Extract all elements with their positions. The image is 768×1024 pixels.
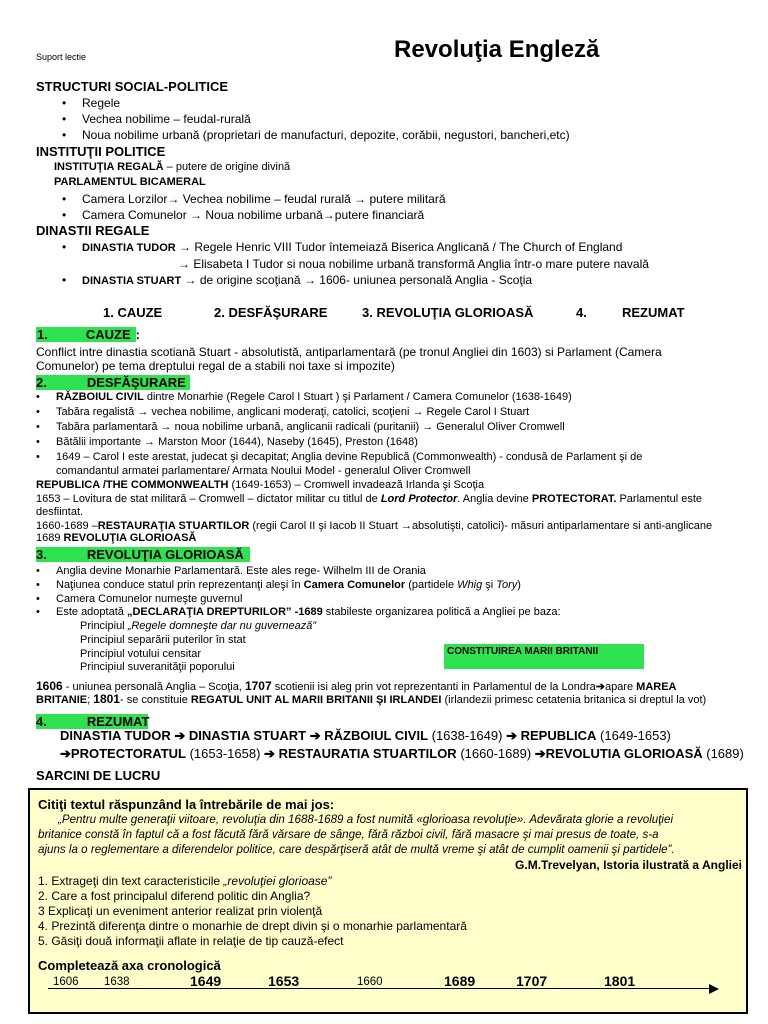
list-item: • 1649 – Carol I este arestat, judecat şi decapitat; Anglia devine Republică (Commonwealth) - condusă de Parlament şi de <box>56 451 642 463</box>
list-item: • Camera Comunelor → Noua nobilime urbană→putere financiară <box>82 208 424 222</box>
timeline-year: 1638 <box>104 976 130 988</box>
quote-line-1: „Pentru multe generaţii viitoare, revoluţia din 1688-1689 a fost numită «glorioasa revoluţie». Adevărata glorie a revoluţiei <box>58 813 674 826</box>
section-3-heading: 3. REVOLUŢIA GLORIOASĂ <box>36 547 250 562</box>
tab-rezumat: REZUMAT <box>622 305 685 320</box>
revolutia-line: 1689 REVOLUŢIA GLORIOASĂ <box>36 532 197 544</box>
institutia-regala: INSTITUŢIA REGALĂ – putere de origine divină <box>54 161 291 173</box>
cauze-text-2: Comunelor) pe tema dreptului regal de a stabili noi taxe si impozite) <box>36 359 395 373</box>
principiu-2: Principiul separării puterilor în stat <box>80 634 246 646</box>
timeline-year: 1653 <box>268 973 300 989</box>
quote-source: G.M.Trevelyan, Istoria ilustrată a Angliei <box>515 858 742 872</box>
question-2: 2. Care a fost principalul diferend politic din Anglia? <box>38 889 311 903</box>
sarcini-heading: SARCINI DE LUCRU <box>36 768 161 783</box>
timeline-year: 1660 <box>357 976 383 988</box>
tab-cauze: 1. CAUZE <box>103 305 163 320</box>
list-item: • RĂZBOIUL CIVIL dintre Monarhie (Regele Carol I Stuart ) şi Parlament / Camera Comunelor (1638-1649) <box>56 391 572 403</box>
section-heading-institutii: INSTITUŢII POLITICE <box>36 144 166 159</box>
tab-desfasurare: 2. DESFĂŞURARE <box>214 305 328 320</box>
principiu-3: Principiul votului censitar <box>80 648 202 660</box>
list-item: • Camera Comunelor numeşte guvernul <box>56 593 242 605</box>
section-2-heading: 2. DESFĂŞURARE <box>36 375 190 390</box>
dinastia-stuart: • DINASTIA STUART → de origine scoţiană → 1606- uniunea personală Anglia - Scoţia <box>82 273 532 287</box>
constituirea-box: CONSTITUIREA MARII BRITANII <box>444 644 644 669</box>
timeline-arrow-icon <box>709 984 719 994</box>
section-heading-dinastii: DINASTII REGALE <box>36 223 150 238</box>
question-4: 4. Prezintă diferenţa dintre o monarhie de drept divin şi o monarhie parlamentară <box>38 919 467 933</box>
dinastia-tudor: • DINASTIA TUDOR → Regele Henric VIII Tudor întemeiază Biserica Anglicană / The Church of England <box>82 240 622 254</box>
timeline-year: 1606 <box>53 976 79 988</box>
question-3: 3 Explicaţi un eveniment anterior realizat prin violenţă <box>38 904 323 918</box>
cauze-text-1: Conflict intre dinastia scotiană Stuart - absolutistă, antiparlamentară (pe tronul Angliei din 1603) si Parlament (Camera <box>36 345 662 359</box>
quote-line-3: ajuns la o reglementare a diferendelor politice, care despărţiseră atât de multă vreme şi atât de cumplit oamenii şi partidele”. <box>38 843 675 856</box>
tab-revolutia-glorioasa: 3. REVOLUŢIA GLORIOASĂ <box>362 305 534 320</box>
lovitura-line-cont: desfiintat. <box>36 506 84 518</box>
list-item: • Regele <box>82 96 120 110</box>
section-1-heading: 1. CAUZE : <box>37 327 140 342</box>
list-item: • Vechea nobilime – feudal-rurală <box>82 112 251 126</box>
support-label: Suport lectie <box>36 52 87 62</box>
timeline-axis <box>48 988 712 989</box>
list-item: • Anglia devine Monarhie Parlamentară. Este ales rege- Wilhelm III de Orania <box>56 565 426 577</box>
rezumat-line-1: DINASTIA TUDOR ➔ DINASTIA STUART ➔ RĂZBOIUL CIVIL (1638-1649) ➔ REPUBLICA (1649-1653) <box>60 728 671 743</box>
timeline-title: Completează axa cronologică <box>38 958 221 973</box>
list-item-cont: comandantul armatei parlamentare/ Armata Noului Model - generalul Oliver Cromwell <box>56 465 471 477</box>
timeline-year: 1801 <box>604 973 636 989</box>
list-item: • Camera Lorzilor→ Vechea nobilime – feudal rurală → putere militară <box>82 192 446 206</box>
uniune-line-1: 1606 - uniunea personală Anglia – Scoţia, 1707 scotienii isi aleg prin vot reprezentanti in Parlamentul de la Londra➔apare MAREA <box>36 679 677 693</box>
quote-line-2: britanice constă în faptul că a fost făcută fără vărsare de sânge, fără război civil, fără masacre şi mai presus de toate, s-a <box>38 828 659 841</box>
list-item: • Noua nobilime urbană (proprietari de manufacturi, depozite, corăbii, negustori, bancheri,etc) <box>82 128 570 142</box>
uniune-line-2: BRITANIE; 1801- se constituie REGATUL UNIT AL MARII BRITANII ŞI IRLANDEI (irlandezii primesc cetatenia britanica si dreptul la vot) <box>36 692 707 706</box>
task-box-title: Citiţi textul răspunzând la întrebările de mai jos: <box>38 797 335 812</box>
list-item: • Este adoptată „DECLARAŢIA DREPTURILOR” -1689 stabileste organizarea politică a Angliei pe baza: <box>56 606 561 618</box>
rezumat-line-2: ➔PROTECTORATUL (1653-1658) ➔ RESTAURATIA STUARTILOR (1660-1689) ➔REVOLUTIA GLORIOASĂ (1689) <box>60 746 744 761</box>
list-item: • Tabăra regalistă → vechea nobilime, anglicani moderaţi, catolici, scoţieni → Regele Carol I Stuart <box>56 406 529 418</box>
restauratia-line: 1660-1689 –RESTAURAŢIA STUARTILOR (regii Carol II şi Iacob II Stuart →absolutişti, catolici)- măsuri antiparlamentare si anti-anglicane <box>36 520 713 532</box>
list-item: • Bătălii importante → Marston Moor (1644), Naseby (1645), Preston (1648) <box>56 436 418 448</box>
principiu-1: Principiul „Regele domneşte dar nu guvernează” <box>80 620 317 632</box>
parlamentul-bicameral: PARLAMENTUL BICAMERAL <box>54 176 206 188</box>
republica-line: REPUBLICA /THE COMMONWEALTH (1649-1653) – Cromwell invadează Irlanda şi Scoţia <box>36 479 485 491</box>
dinastia-tudor-cont: → Elisabeta I Tudor si noua nobilime urbană transformă Anglia într-o mare putere navală <box>178 257 649 271</box>
question-5: 5. Găsiţi două informaţii aflate in relaţie de tip cauză-efect <box>38 934 344 948</box>
page-title: Revoluţia Engleză <box>394 36 600 63</box>
section-heading-structuri: STRUCTURI SOCIAL-POLITICE <box>36 79 229 94</box>
list-item: • Tabăra parlamentară → noua nobilime urbană, anglicanii radicali (puritanii) → Generalul Oliver Cromwell <box>56 421 565 433</box>
tab-4: 4. <box>576 305 587 320</box>
principiu-4: Principiul suveranităţii poporului <box>80 661 235 673</box>
section-4-heading: 4. REZUMAT <box>36 714 150 729</box>
list-item: • Naţiunea conduce statul prin reprezentanţi aleşi în Camera Comunelor (partidele Whig şi Tory) <box>56 579 521 591</box>
timeline-year: 1689 <box>444 973 476 989</box>
question-1: 1. Extrageţi din text caracteristicile „revoluţiei glorioase” <box>38 874 332 888</box>
timeline-year: 1649 <box>190 973 222 989</box>
lovitura-line: 1653 – Lovitura de stat militară – Cromwell – dictator militar cu titlul de Lord Protector. Anglia devine PROTECTORAT. Parlamentul este <box>36 493 703 505</box>
timeline-year: 1707 <box>516 973 548 989</box>
